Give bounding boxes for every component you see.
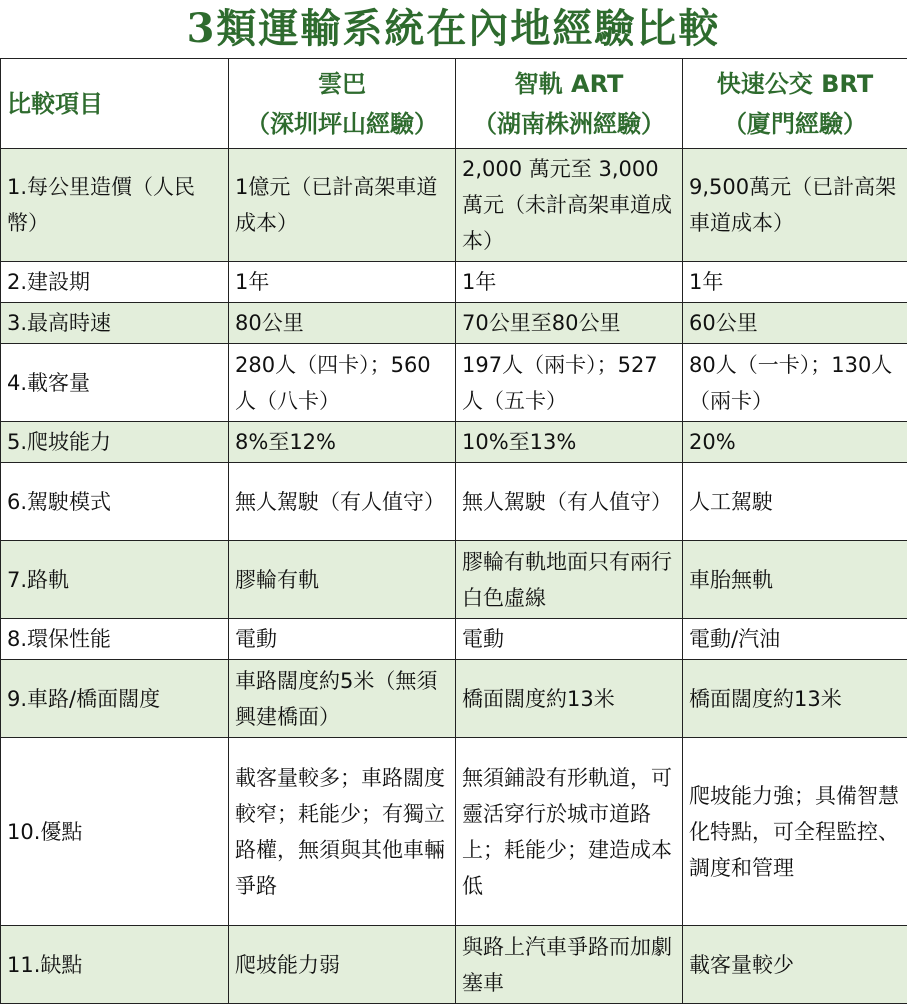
cell-brt: 人工駕駛 xyxy=(683,463,907,541)
cell-art: 1年 xyxy=(456,262,683,303)
row-label: 11.缺點 xyxy=(1,926,229,1004)
row-label: 7.路軌 xyxy=(1,541,229,619)
table-row xyxy=(1,463,907,541)
cell-yunba: 1年 xyxy=(229,262,456,303)
header-yunba xyxy=(229,59,456,149)
header-name: 雲巴 xyxy=(235,64,449,104)
header-art xyxy=(456,59,683,149)
cell-art: 無須鋪設有形軌道，可靈活穿行於城市道路上；耗能少；建造成本低 xyxy=(456,738,683,926)
header-name: 智軌 ART xyxy=(462,64,676,104)
cell-yunba: 載客量較多；車路闊度較窄；耗能少；有獨立路權，無須與其他車輛爭路 xyxy=(229,738,456,926)
row-label: 2.建設期 xyxy=(1,262,229,303)
row-label: 9.車路/橋面闊度 xyxy=(1,660,229,738)
cell-art: 與路上汽車爭路而加劇塞車 xyxy=(456,926,683,1004)
table-row xyxy=(1,541,907,619)
cell-yunba: 280人（四卡）；560人（八卡） xyxy=(229,344,456,422)
cell-brt: 電動/汽油 xyxy=(683,619,907,660)
cell-yunba: 電動 xyxy=(229,619,456,660)
cell-art: 70公里至80公里 xyxy=(456,303,683,344)
cell-art: 197人（兩卡）；527人（五卡） xyxy=(456,344,683,422)
cell-brt: 9,500萬元（已計高架車道成本） xyxy=(683,149,907,262)
table-row xyxy=(1,262,907,303)
cell-yunba: 80公里 xyxy=(229,303,456,344)
row-label: 8.環保性能 xyxy=(1,619,229,660)
table-row xyxy=(1,926,907,1004)
cell-yunba: 1億元（已計高架車道成本） xyxy=(229,149,456,262)
table-row xyxy=(1,660,907,738)
header-name: 快速公交 BRT xyxy=(689,64,901,104)
table-row xyxy=(1,303,907,344)
cell-brt: 爬坡能力強；具備智慧化特點，可全程監控、調度和管理 xyxy=(683,738,907,926)
cell-brt: 載客量較少 xyxy=(683,926,907,1004)
table-row xyxy=(1,619,907,660)
cell-brt: 1年 xyxy=(683,262,907,303)
cell-yunba: 膠輪有軌 xyxy=(229,541,456,619)
cell-brt: 橋面闊度約13米 xyxy=(683,660,907,738)
header-item: 比較項目 xyxy=(1,59,229,149)
row-label: 3.最高時速 xyxy=(1,303,229,344)
cell-yunba: 8%至12% xyxy=(229,422,456,463)
cell-yunba: 無人駕駛（有人值守） xyxy=(229,463,456,541)
row-label: 10.優點 xyxy=(1,738,229,926)
header-sub: （廈門經驗） xyxy=(689,104,901,144)
page-title: 3類運輸系統在內地經驗比較 xyxy=(0,0,907,58)
cell-brt: 80人（一卡）；130人（兩卡） xyxy=(683,344,907,422)
cell-art: 膠輪有軌地面只有兩行白色虛線 xyxy=(456,541,683,619)
cell-art: 橋面闊度約13米 xyxy=(456,660,683,738)
row-label: 1.每公里造價（人民幣） xyxy=(1,149,229,262)
cell-brt: 車胎無軌 xyxy=(683,541,907,619)
cell-brt: 60公里 xyxy=(683,303,907,344)
cell-art: 10%至13% xyxy=(456,422,683,463)
header-sub: （湖南株洲經驗） xyxy=(462,104,676,144)
header-brt xyxy=(683,59,907,149)
header-sub: （深圳坪山經驗） xyxy=(235,104,449,144)
table-row xyxy=(1,422,907,463)
table-row xyxy=(1,738,907,926)
table-row xyxy=(1,149,907,262)
row-label: 5.爬坡能力 xyxy=(1,422,229,463)
cell-brt: 20% xyxy=(683,422,907,463)
table-row xyxy=(1,344,907,422)
cell-art: 無人駕駛（有人值守） xyxy=(456,463,683,541)
cell-art: 2,000 萬元至 3,000萬元（未計高架車道成本） xyxy=(456,149,683,262)
comparison-table xyxy=(0,58,907,1004)
cell-yunba: 車路闊度約5米（無須興建橋面） xyxy=(229,660,456,738)
header-row xyxy=(1,59,907,149)
row-label: 4.載客量 xyxy=(1,344,229,422)
row-label: 6.駕駛模式 xyxy=(1,463,229,541)
cell-yunba: 爬坡能力弱 xyxy=(229,926,456,1004)
cell-art: 電動 xyxy=(456,619,683,660)
